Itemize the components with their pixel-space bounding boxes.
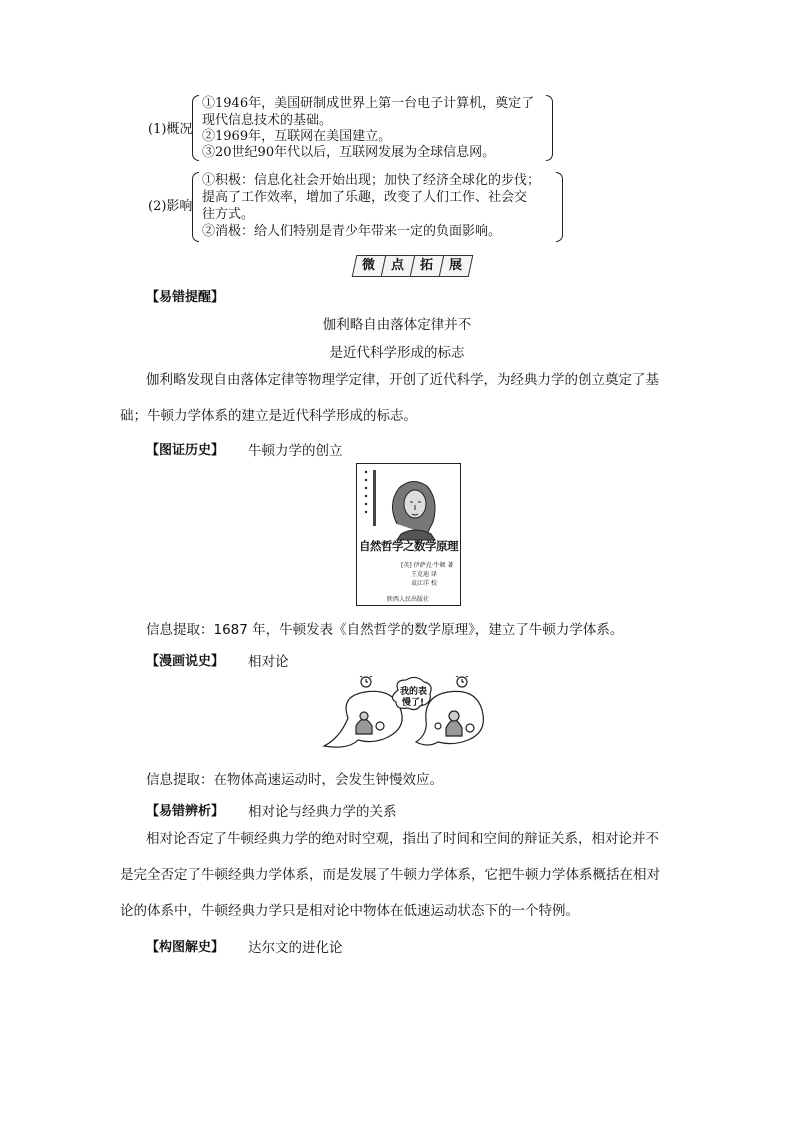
book-publisher: 陕西人民出版社 (387, 596, 430, 603)
book-cover-art (357, 464, 460, 605)
s1-title-line-2: 是近代科学形成的标志 (329, 345, 465, 361)
book-cover-image (356, 463, 461, 606)
impact-right-brace (556, 172, 563, 242)
overview-right-brace (546, 95, 553, 161)
book-author: [英] 伊萨克·牛顿 著 (401, 562, 454, 569)
s4-body-line-3: 论的体系中，牛顿经典力学只是相对论中物体在低速运动状态下的一个特例。 (120, 903, 579, 919)
s4-subtitle: 相对论与经典力学的关系 (248, 804, 397, 820)
overview-item-1: ①1946年，美国研制成世界上第一台电子计算机，奠定了 (202, 96, 535, 111)
impact-label: (2)影响 (148, 199, 193, 214)
impact-item-4: ②消极：给人们特别是青少年带来一定的负面影响。 (202, 224, 502, 239)
s1-tag: 【易错提醒】 (146, 290, 225, 305)
s4-tag: 【易错辨析】 (146, 804, 225, 819)
overview-left-brace (192, 95, 199, 161)
overview-block (148, 93, 568, 163)
impact-item-2: 提高了工作效率，增加了乐趣，改变了人们工作、社会交 (202, 190, 528, 205)
impact-block (148, 170, 568, 244)
overview-item-2: 现代信息技术的基础。 (202, 113, 333, 128)
newton-portrait (392, 481, 435, 540)
left-clock-icon (376, 722, 384, 730)
s3-subtitle: 相对论 (248, 654, 289, 670)
book-title: 自然哲学之数学原理 (359, 539, 458, 553)
right-clock-icon (466, 724, 474, 732)
s3-tag: 【漫画说史】 (146, 654, 225, 669)
s2-tag: 【图证历史】 (146, 443, 225, 458)
impact-item-3: 往方式。 (202, 207, 255, 222)
s5-subtitle: 达尔文的进化论 (248, 940, 343, 956)
banner-tile-1: 微 (352, 255, 387, 277)
overview-item-3: ②1969年，互联网在美国建立。 (202, 129, 392, 144)
s2-subtitle: 牛顿力学的创立 (248, 443, 343, 459)
banner-tile-2: 点 (381, 255, 416, 277)
s1-body-line-1: 伽利略发现自由落体定律等物理学定律，开创了近代科学，为经典力学的创立奠定了基 (146, 372, 659, 388)
small-clock-icon (435, 723, 441, 729)
relativity-cartoon (320, 676, 496, 762)
banner-tile-3: 拓 (410, 255, 445, 277)
s3-info: 信息提取：在物体高速运动时，会发生钟慢效应。 (146, 772, 443, 788)
speech-line-1: 我的表 (400, 687, 428, 697)
impact-left-brace (192, 172, 199, 242)
s4-body-line-1: 相对论否定了牛顿经典力学的绝对时空观，指出了时间和空间的辩证关系，相对论并不 (146, 831, 659, 847)
banner-tile-4: 展 (439, 255, 474, 277)
s1-body-line-2: 础；牛顿力学体系的建立是近代科学形成的标志。 (120, 408, 417, 424)
book-editor: 袁江洋 校 (411, 580, 437, 587)
impact-item-1: ①积极：信息化社会开始出现；加快了经济全球化的步伐； (202, 173, 541, 188)
book-translator: 王克迪 译 (411, 571, 437, 578)
s4-body-line-2: 是完全否定了牛顿经典力学体系，而是发展了牛顿力学体系，它把牛顿力学体系概括在相对 (120, 867, 660, 883)
s5-tag: 【构图解史】 (146, 940, 225, 955)
overview-label: (1)概况 (148, 122, 193, 137)
s2-info: 信息提取：1687 年，牛顿发表《自然哲学的数学原理》，建立了牛顿力学体系。 (146, 622, 624, 638)
section-banner (352, 255, 472, 277)
speech-line-2: 慢了! (402, 698, 425, 708)
overview-item-4: ③20世纪90年代以后，互联网发展为全球信息网。 (202, 145, 496, 160)
s1-title-line-1: 伽利略自由落体定律并不 (322, 317, 472, 333)
